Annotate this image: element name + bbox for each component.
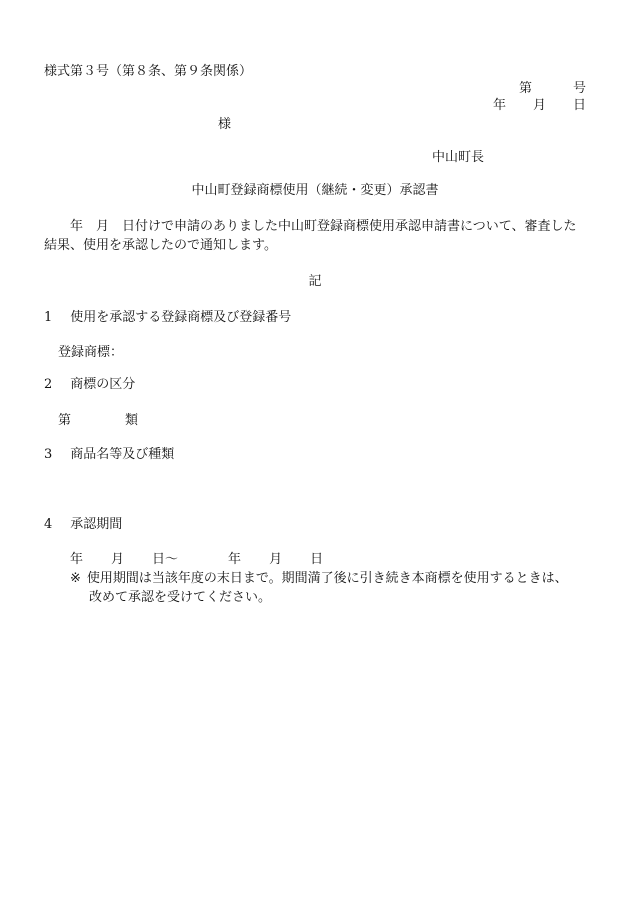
issuer-name: 中山町長 [432,150,485,165]
body-month-label: 月 [96,219,110,234]
item-1-number: 1 [44,310,53,325]
note-mark: ※ [70,571,81,586]
item-2-label: 商標の区分 [70,377,136,392]
item-3 [44,447,174,463]
note-line-2: 改めて承認を受けてください。 [89,590,272,605]
item-2 [44,377,135,393]
approval-period [70,552,323,568]
document-number-suffix: 号 [573,81,587,96]
item-1-label: 使用を承認する登録商標及び登録番号 [70,310,292,325]
form-number: 様式第３号（第８条、第９条関係） [44,64,253,79]
date-year-label: 年 [493,98,507,113]
body-text: 日付けで申請のありました中山町登録商標使用承認申請書について、審査した [122,219,577,234]
body-year-label: 年 [70,219,84,234]
item-2-class-suffix: 類 [125,413,139,428]
body-line-1 [44,219,577,235]
period-end-year: 年 [228,552,242,567]
period-end-month: 月 [269,552,283,567]
date-month-label: 月 [533,98,547,113]
period-start-year: 年 [70,552,84,567]
note-text-1: 使用期間は当該年度の末日まで。期間満了後に引き続き本商標を使用するときは、 [86,571,568,586]
ki-heading: 記 [308,274,322,289]
item-3-label: 商品名等及び種類 [70,447,175,462]
item-2-number: 2 [44,377,53,392]
item-2-class-prefix: 第 [58,413,72,428]
date-day-label: 日 [573,98,587,113]
item-3-number: 3 [44,447,53,462]
document-title: 中山町登録商標使用（継続・変更）承認書 [191,183,439,198]
period-start-day: 日～ [152,552,179,567]
item-4 [44,517,122,533]
item-1 [44,310,291,326]
period-end-day: 日 [310,552,324,567]
note-line-1 [70,571,568,587]
body-line-2: 結果、使用を承認したので通知します。 [44,238,277,253]
item-1-trademark-label: 登録商標： [58,345,124,360]
period-start-month: 月 [111,552,125,567]
item-4-label: 承認期間 [70,517,123,532]
document-number-prefix: 第 [519,81,533,96]
item-4-number: 4 [44,517,53,532]
addressee-suffix: 様 [218,117,232,132]
